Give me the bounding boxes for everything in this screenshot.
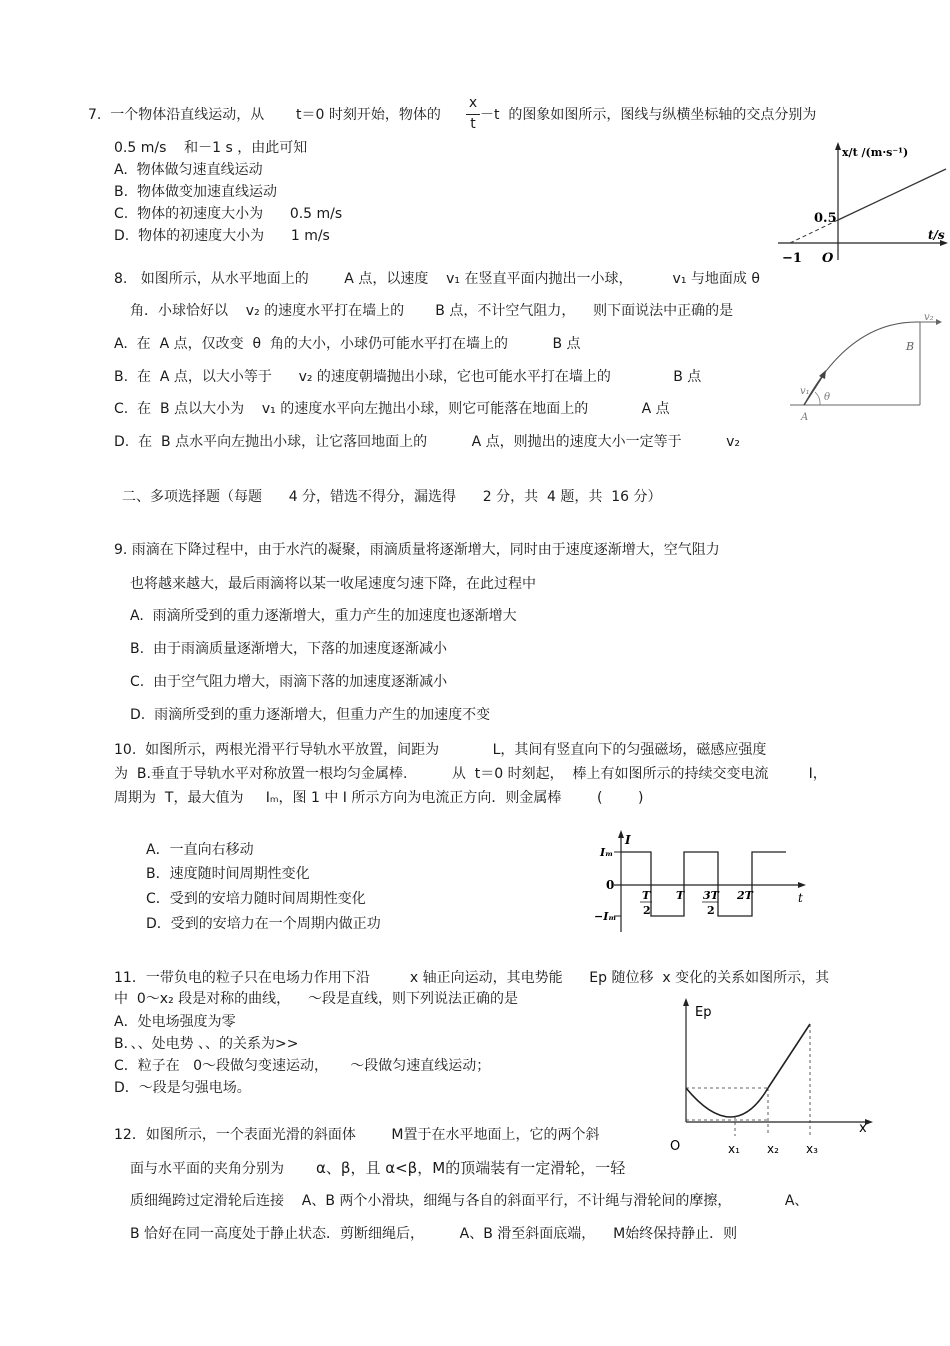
q10-option-b: B．速度随时间周期性变化 bbox=[146, 866, 310, 882]
section-2-heading: 二、多项选择题（每题 4 分，错选不得分，漏选得 2 分，共 4 题，共 16 分） bbox=[122, 489, 662, 505]
q11-option-b: B．、、处电势 、、的关系为>> bbox=[114, 1036, 299, 1052]
q11-option-a: A．处电场强度为零 bbox=[114, 1014, 236, 1030]
q7-fig-ylabel: x/t /(m·s⁻¹) bbox=[842, 146, 909, 159]
q11-stem-line2: 中 0～x₂ 段是对称的曲线， ～段是直线，则下列说法正确的是 bbox=[114, 991, 518, 1007]
q10-fig-tick-3t-half-num: 3T bbox=[703, 889, 719, 902]
q12-stem-line3: 质细绳跨过定滑轮后连接 A、B 两个小滑块，细绳与各自的斜面平行，不计绳与滑轮间的摩擦， A、 bbox=[130, 1193, 809, 1209]
q9-stem-line1: 9. 雨滴在下降过程中，由于水汽的凝聚，雨滴质量将逐渐增大，同时由于速度逐渐增大，空气阻力 bbox=[114, 542, 720, 558]
q9-option-a: A. 雨滴所受到的重力逐渐增大，重力产生的加速度也逐渐增大 bbox=[130, 608, 517, 624]
q9-stem-line2: 也将越来越大，最后雨滴将以某一收尾速度匀速下降，在此过程中 bbox=[130, 576, 536, 592]
q12-stem-line2b: α、β，且 α<β，M的顶端装有一定滑轮，一轻 bbox=[316, 1159, 626, 1177]
q12-stem-line2a: 面与水平面的夹角分别为 bbox=[130, 1161, 284, 1177]
q10-fig-tick-t: T bbox=[676, 889, 685, 902]
q11-figure-energy-graph bbox=[664, 996, 874, 1158]
q7-option-c: C. 物体的初速度大小为 0.5 m/s bbox=[114, 206, 343, 222]
q8-option-a: A. 在 A 点，仅改变 θ 角的大小，小球仍可能水平打在墙上的 B 点 bbox=[114, 336, 581, 352]
q9-option-c: C. 由于空气阻力增大，雨滴下落的加速度逐渐减小 bbox=[130, 674, 448, 690]
q8-figure-projectile bbox=[790, 310, 945, 425]
q11-fig-x1: x₁ bbox=[728, 1142, 740, 1156]
q7-fraction-bar bbox=[466, 114, 480, 115]
q8-fig-b-label: B bbox=[906, 340, 915, 353]
q11-stem-line1: 11．一带负电的粒子只在电场力作用下沿 x 轴正向运动，其电势能 Ep 随位移 x 变化的关系如图所示，其 bbox=[114, 970, 830, 986]
q10-figure-current-graph bbox=[592, 830, 807, 936]
q8-fig-v2-label: v₂ bbox=[924, 312, 934, 323]
q8-fig-theta-label: θ bbox=[824, 392, 831, 403]
q8-fig-v1-label: v₁ bbox=[800, 386, 810, 397]
q10-fig-tick-t-half-num: T bbox=[642, 889, 651, 902]
q11-fig-ep-label: Ep bbox=[695, 1005, 712, 1020]
q8-stem-line2: 角．小球恰好以 v₂ 的速度水平打在墙上的 B 点，不计空气阻力， 则下面说法中正确的是 bbox=[130, 303, 734, 319]
q7-figure-graph bbox=[770, 140, 948, 270]
q11-fig-origin: O bbox=[670, 1139, 681, 1154]
q8-option-b: B. 在 A 点，以大小等于 v₂ 的速度朝墙抛出小球，它也可能水平打在墙上的 B 点 bbox=[114, 369, 702, 385]
q10-fig-neg-im: −Iₘ bbox=[594, 910, 617, 923]
q10-stem-line1: 10. 如图所示，两根光滑平行导轨水平放置，间距为 L，其间有竖直向下的匀强磁场，磁感应强度 bbox=[114, 742, 767, 758]
q7-option-d: D. 物体的初速度大小为 1 m/s bbox=[114, 228, 330, 244]
q7-fig-xlabel: t/s bbox=[928, 228, 945, 242]
q7-stem-part2: t＝0 时刻开始，物体的 bbox=[296, 107, 441, 123]
q10-option-c: C．受到的安培力随时间周期性变化 bbox=[146, 891, 366, 907]
q9-option-d: D. 雨滴所受到的重力逐渐增大，但重力产生的加速度不变 bbox=[130, 707, 491, 723]
q7-option-b: B. 物体做变加速直线运动 bbox=[114, 184, 277, 200]
q7-option-a: A. 物体做匀速直线运动 bbox=[114, 162, 263, 178]
q12-stem-line4: B 恰好在同一高度处于静止状态．剪断细绳后， A、B 滑至斜面底端， M始终保持静止．则 bbox=[130, 1226, 738, 1242]
q11-fig-x-label: x bbox=[859, 1121, 867, 1136]
q12-stem-line1: 12．如图所示，一个表面光滑的斜面体 M置于在水平地面上，它的两个斜 bbox=[114, 1127, 600, 1143]
q10-stem-line2: 为 B.垂直于导轨水平对称放置一根均匀金属棒. 从 t＝0 时刻起， 棒上有如图所示的持续交变电流 I， bbox=[114, 766, 827, 782]
q10-fig-im: Iₘ bbox=[600, 846, 614, 859]
q10-fig-tick-t-half-den: 2 bbox=[643, 904, 651, 917]
q11-option-c: C．粒子在 0～段做匀变速运动， ～段做匀速直线运动； bbox=[114, 1058, 491, 1074]
q10-option-a: A．一直向右移动 bbox=[146, 842, 254, 858]
q10-fig-axis-t: t bbox=[798, 891, 803, 905]
q7-stem-part3: －t 的图象如图所示，图线与纵横坐标轴的交点分别为 bbox=[480, 107, 817, 123]
q7-fraction-denominator: t bbox=[470, 116, 476, 132]
q8-stem-line1: 8. 如图所示，从水平地面上的 A 点，以速度 v₁ 在竖直平面内抛出一小球， v₁ 与地面成 θ bbox=[114, 271, 760, 287]
q7-stem-line2: 0.5 m/s 和－1 s ，由此可知 bbox=[114, 140, 308, 156]
q11-option-d: D．～段是匀强电场。 bbox=[114, 1080, 251, 1096]
q7-stem-part1: 7. 一个物体沿直线运动，从 bbox=[88, 107, 265, 123]
q9-option-b: B. 由于雨滴质量逐渐增大，下落的加速度逐渐减小 bbox=[130, 641, 447, 657]
q10-fig-tick-2t: 2T bbox=[737, 889, 753, 902]
q10-option-d: D．受到的安培力在一个周期内做正功 bbox=[146, 916, 381, 932]
q7-fig-ytick: 0.5 bbox=[814, 211, 837, 226]
q8-fig-a-label: A bbox=[801, 412, 809, 423]
q10-fig-zero: 0 bbox=[606, 878, 615, 892]
q7-fig-xtick: −1 bbox=[782, 251, 802, 266]
q7-fig-origin: O bbox=[822, 251, 834, 266]
q10-fig-axis-i: I bbox=[625, 833, 631, 847]
q8-option-c: C. 在 B 点以大小为 v₁ 的速度水平向左抛出小球，则它可能落在地面上的 A 点 bbox=[114, 401, 670, 417]
q7-fraction-numerator: x bbox=[468, 95, 478, 111]
q11-fig-x3: x₃ bbox=[806, 1142, 818, 1156]
q8-option-d: D. 在 B 点水平向左抛出小球，让它落回地面上的 A 点，则抛出的速度大小一定等于 v₂ bbox=[114, 434, 741, 450]
q11-fig-x2: x₂ bbox=[767, 1142, 779, 1156]
q10-stem-line3: 周期为 T，最大值为 Iₘ，图 1 中 I 所示方向为电流正方向．则金属棒 ( ) bbox=[114, 790, 644, 806]
q10-fig-tick-3t-half-den: 2 bbox=[707, 904, 715, 917]
